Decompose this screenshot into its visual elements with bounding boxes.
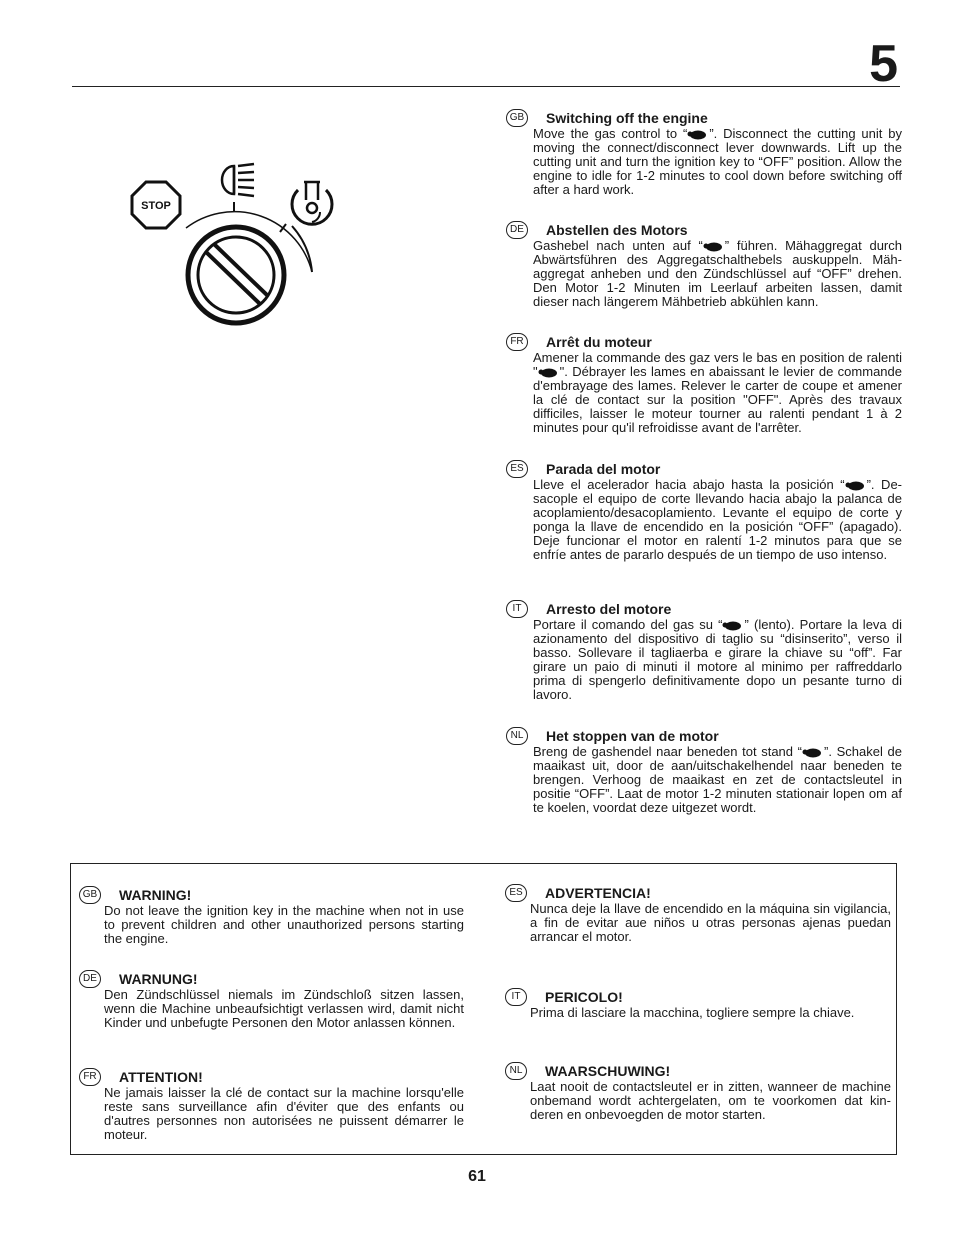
- warning-fr: [79, 1068, 464, 1153]
- headlight-icon: [222, 164, 254, 196]
- page-number: 61: [468, 1168, 486, 1185]
- warning-body: Ne jamais laisser la clé de contact sur la machine lorsqu'elle reste sans surveillance afin d'éviter que des enfants ou d'autres personnes non autorisées ne puissent démarrer le moteur.: [104, 1085, 464, 1142]
- language-badge: FR: [79, 1068, 101, 1086]
- warning-gb: [79, 886, 464, 966]
- warning-es: [505, 884, 891, 964]
- section-body: Gashebel nach unten auf “ ” führen. Mähaggregat durch Abwärtsführen des Aggregatschalthebels auskuppeln. Mäh-aggregat anheben und den Zündschlüssel auf “OFF” drehen. Den Motor 1-2 Minuten im Leerlauf arbeiten lassen, damit dieser nach längerem Mähbetrieb abkühlen kann.: [533, 238, 902, 309]
- warning-it: [505, 988, 891, 1038]
- glow-start-icon: [292, 182, 332, 224]
- stop-label: STOP: [141, 200, 171, 212]
- language-badge: NL: [506, 727, 528, 745]
- language-badge: FR: [506, 333, 528, 351]
- language-badge: GB: [506, 109, 528, 127]
- section-title: Switching off the engine: [546, 110, 708, 126]
- section-body: Move the gas control to “ ”. Disconnect the cutting unit by moving the connect/disconnect lever downwards. Lift up the cutting unit and turn the ignition key to “OFF” position. Allow the engine to idle for 1-2 minutes to cool down before switching off after a hard work.: [533, 126, 902, 197]
- warning-title: ATTENTION!: [119, 1069, 203, 1085]
- section-body: Lleve el acelerador hacia abajo hasta la posición “ ”. De-sacople el equipo de corte llevando hacia abajo la palanca de acoplamiento/desacoplamiento. Levante el equipo de corte y ponga la llave de encendido en la posición “OFF” (apagado). Deje funcionar el motor en ralentí 1-2 minutos para que se enfríe antes de pararlo después de un tiempo de uso intenso.: [533, 477, 902, 562]
- section-es: [506, 460, 902, 580]
- warning-body: Laat nooit de contactsleutel er in zitten, wanneer de machine onbemand wordt achtergelaten, om te voorkomen dat kin-deren en onbevoegden de motor starten.: [530, 1079, 891, 1122]
- warning-title: WAARSCHUWING!: [545, 1063, 671, 1079]
- language-badge: GB: [79, 886, 101, 904]
- section-title: Arresto del motore: [546, 601, 672, 617]
- turtle-slow-icon: [845, 481, 867, 491]
- language-badge: DE: [79, 970, 101, 988]
- language-badge: ES: [505, 884, 527, 902]
- section-title: Abstellen des Motors: [546, 222, 688, 238]
- warning-title: ADVERTENCIA!: [545, 885, 651, 901]
- warning-title: WARNUNG!: [119, 971, 198, 987]
- warning-de: [79, 970, 464, 1055]
- warning-body: Den Zündschlüssel niemals im Zündschloß sitzen lassen, wenn die Machine unbeaufsichtigt verlassen wird, damit nicht Kinder und unbefugte Personen den Motor anlassen können.: [104, 987, 464, 1030]
- chapter-number: 5: [869, 35, 898, 93]
- warning-title: PERICOLO!: [545, 989, 623, 1005]
- section-it: [506, 600, 902, 705]
- warning-body: Nunca deje la llave de encendido en la máquina sin vigilancia, a fin de evitar aue niños u otras personas ajenas puedan arrancar el motor.: [530, 901, 891, 944]
- stop-icon: [132, 182, 180, 228]
- turtle-slow-icon: [703, 242, 725, 252]
- section-body: Portare il comando del gas su “ ” (lento). Portare la leva di azionamento del dispositivo di taglio su “disinserito”, verso il basso. Sollevare il tagliaerba e girare la chiave su “off”. Far girare un paio di minuti il motore al minimo per raffreddarlo prima di spengerlo definitivamente dopo un pesante turno di lavoro.: [533, 617, 902, 702]
- section-title: Arrêt du moteur: [546, 334, 652, 350]
- section-nl: [506, 727, 902, 817]
- warning-body: Do not leave the ignition key in the machine when not in use to prevent children and other unauthorized persons starting the engine.: [104, 903, 464, 946]
- language-badge: IT: [505, 988, 527, 1006]
- section-gb: [506, 109, 902, 199]
- language-badge: ES: [506, 460, 528, 478]
- warning-body: Prima di lasciare la macchina, togliere sempre la chiave.: [530, 1005, 855, 1020]
- warning-box: [70, 863, 897, 1155]
- warning-nl: [505, 1062, 891, 1137]
- turtle-slow-icon: [687, 130, 709, 140]
- ignition-key-switch: [188, 227, 284, 323]
- turtle-slow-icon: [722, 621, 744, 631]
- language-badge: DE: [506, 221, 528, 239]
- section-de: [506, 221, 902, 311]
- section-body: Amener la commande des gaz vers le bas en position de ralenti " ". Débrayer les lames en abaissant le levier de commande d'embrayage des lames. Relever le carter de coupe et amener la clé de contact sur la position "OFF". Après des travaux difficiles, laisser le moteur tourner au ralenti pendant 1 à 2 minutes pour qu'il refroidisse avant de l'arrêter.: [533, 350, 902, 435]
- header-rule: [72, 86, 900, 87]
- warning-title: WARNING!: [119, 887, 192, 903]
- section-title: Het stoppen van de motor: [546, 728, 719, 744]
- language-badge: NL: [505, 1062, 527, 1080]
- section-fr: [506, 333, 902, 438]
- turtle-slow-icon: [538, 368, 560, 378]
- section-body: Breng de gashendel naar beneden tot stand “ ”. Schakel de maaikast uit, door de aan/uitschakelhendel naar beneden te brengen. Verhoog de maaikast en zet de contactsleutel in positie “OFF”. Laat de motor 1-2 minuten stationair lopen om af te koelen, voordat deze uitgezet wordt.: [533, 744, 902, 815]
- turtle-slow-icon: [802, 748, 824, 758]
- ignition-switch-illustration: [126, 160, 346, 350]
- language-badge: IT: [506, 600, 528, 618]
- section-title: Parada del motor: [546, 461, 661, 477]
